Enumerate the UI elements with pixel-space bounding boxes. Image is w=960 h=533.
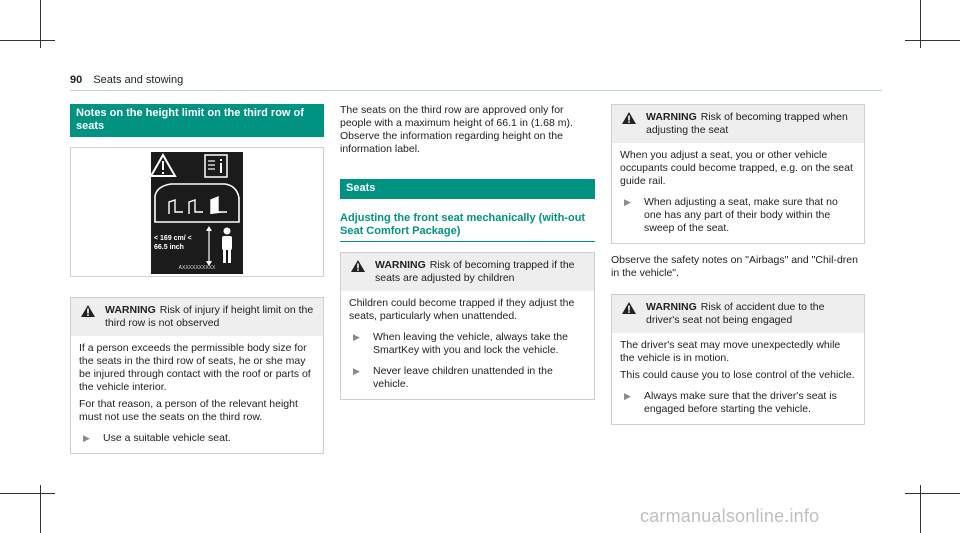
warning-box-trapped xyxy=(611,104,865,244)
warning-box-children xyxy=(340,252,595,400)
page-number: 90 xyxy=(70,74,83,86)
warning-lead: Risk of accident due to the driver's seat not being engaged xyxy=(646,301,825,326)
warning-triangle-icon xyxy=(622,302,636,314)
column-middle xyxy=(340,104,595,400)
step-arrow-icon: ▶ xyxy=(353,332,360,342)
warning-header xyxy=(612,295,864,333)
subheading-adjusting-seat: Adjusting the front seat mechanically (with-out Seat Comfort Package) xyxy=(340,212,595,242)
warning-body xyxy=(341,291,594,399)
warning-header xyxy=(71,298,323,336)
crop-mark xyxy=(905,493,960,494)
warning-title: WARNING xyxy=(646,301,697,313)
warning-header xyxy=(612,105,864,143)
warning-box-height xyxy=(70,297,324,454)
figure-code: AXXXXXXXXXX xyxy=(178,265,216,271)
watermark: carmanualsonline.info xyxy=(640,506,820,526)
step-text: Never leave children unattended in the vehicle. xyxy=(373,365,553,390)
warning-title: WARNING xyxy=(375,259,426,271)
crop-mark xyxy=(0,40,55,41)
column-left xyxy=(70,104,324,454)
step-text: When adjusting a seat, make sure that no one has any part of their body within the sweep of the seat. xyxy=(644,196,838,234)
warning-triangle-icon xyxy=(81,305,95,317)
action-step xyxy=(620,196,856,235)
warning-body xyxy=(71,336,323,453)
person-icon xyxy=(222,228,232,264)
step-text: Use a suitable vehicle seat. xyxy=(103,432,231,444)
warning-triangle-icon xyxy=(351,260,365,272)
step-arrow-icon: ▶ xyxy=(353,366,360,376)
warning-paragraph: For that reason, a person of the relevant height must not use the seats on the third row. xyxy=(79,398,298,423)
warning-box-accident xyxy=(611,294,865,425)
warning-paragraph: If a person exceeds the permissible body size for the seats in the third row of seats, he or she may be injured through contact with the roof or parts of the vehicle interior. xyxy=(79,342,311,393)
warning-paragraph: The driver's seat may move unexpectedly while the vehicle is in motion. xyxy=(620,339,841,364)
warning-body xyxy=(612,333,864,424)
warning-header xyxy=(341,253,594,291)
label-graphic xyxy=(151,152,243,274)
warning-triangle-icon xyxy=(151,155,175,176)
column-right xyxy=(611,104,865,425)
header-divider xyxy=(70,90,882,91)
step-text: When leaving the vehicle, always take the SmartKey with you and lock the vehicle. xyxy=(373,331,568,356)
intro-text: The seats on the third row are approved only for people with a maximum height of 66.1 in (1.68 m). Observe the information regarding height on the information label. xyxy=(340,104,573,155)
height-info-label xyxy=(151,152,243,274)
crop-mark xyxy=(905,40,960,41)
observe-text: Observe the safety notes on "Airbags" and "Chil-dren in the vehicle". xyxy=(611,254,858,279)
action-step xyxy=(349,365,586,391)
action-step xyxy=(620,390,856,416)
warning-paragraph: This could cause you to lose control of the vehicle. xyxy=(620,369,855,381)
warning-lead: Risk of becoming trapped if the seats are adjusted by children xyxy=(375,259,575,284)
warning-lead: Risk of becoming trapped when adjusting the seat xyxy=(646,111,848,136)
heading-height-limit: Notes on the height limit on the third row of seats xyxy=(70,104,324,137)
warning-triangle-icon xyxy=(622,112,636,124)
action-step xyxy=(79,432,315,445)
info-label-figure xyxy=(70,147,324,277)
manual-book-icon xyxy=(205,155,227,177)
page-header xyxy=(70,74,183,86)
vehicle-seats-icon xyxy=(155,184,239,222)
warning-title: WARNING xyxy=(105,304,156,316)
warning-paragraph: Children could become trapped if they adjust the seats, particularly when unattended. xyxy=(349,297,575,322)
step-arrow-icon: ▶ xyxy=(624,391,631,401)
action-step xyxy=(349,331,586,357)
warning-title: WARNING xyxy=(646,111,697,123)
warning-lead: Risk of injury if height limit on the third row is not observed xyxy=(105,304,314,329)
height-limit-text: < 169 cm/ < 66.5 inch xyxy=(154,235,192,251)
section-title: Seats and stowing xyxy=(93,74,184,86)
warning-paragraph: When you adjust a seat, you or other vehicle occupants could become trapped, e.g. on the seat guide rail. xyxy=(620,149,853,187)
heading-seats: Seats xyxy=(340,179,595,199)
step-text: Always make sure that the driver's seat is engaged before starting the vehicle. xyxy=(644,390,837,415)
crop-mark xyxy=(0,493,55,494)
step-arrow-icon: ▶ xyxy=(624,197,631,207)
height-arrow-icon xyxy=(206,226,212,266)
warning-body xyxy=(612,143,864,243)
step-arrow-icon: ▶ xyxy=(83,433,90,443)
